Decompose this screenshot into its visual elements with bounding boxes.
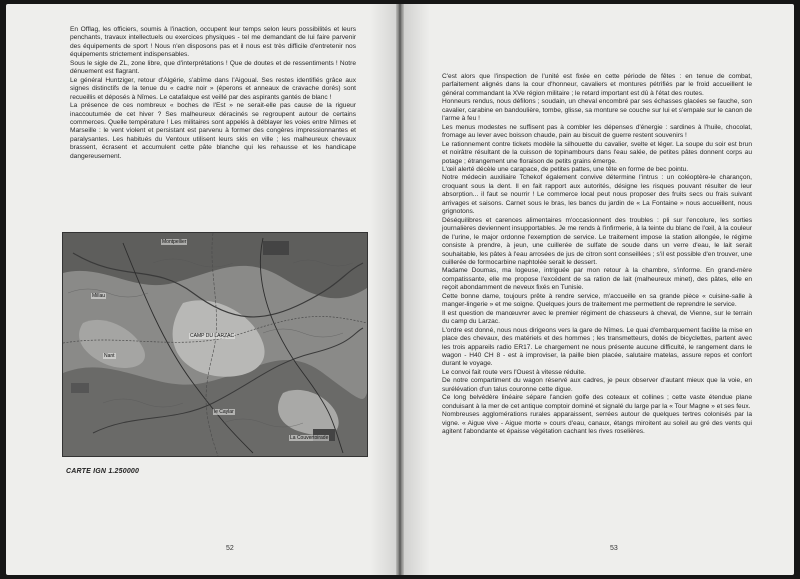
paragraph: De notre compartiment du wagon réservé aux cadres, je peux observer d'autant mieux que la voie, en surélévation d'un talus couronne cette digue.: [442, 377, 752, 393]
page-number: 52: [226, 545, 234, 552]
book-gutter: [396, 4, 404, 575]
paragraph: L'ordre est donné, nous nous dirigeons vers la gare de Nîmes. Le quai d'embarquement facilite la mise en place des chevaux, des matériels et des hommes ; les transmetteurs, dotés de bicyclettes, partent avec les trois appareils radio ER17. Le chargement ne nous présente aucune difficulté, le rangement dans le wagon - H40 CH 8 - est à improviser, la paille bien placée, salutaire matelas, assure repos et confort durant le voyage.: [442, 326, 752, 368]
left-page-binding-shadow: [370, 4, 396, 575]
paragraph: Notre médecin auxiliaire Tchekof également convive détermine l'intrus : un coléoptère-le charançon, croquant sous la dent. Il en fait rapport aux autorités, désigne les risques pouvant résulter de leur absorption... il faut se nourrir ! Le commerce local peut nous proposer des fruits secs ou frais suivant arrivages et saisons. Carnet sous le bras, les bancs du jardin de « La Fontaine » nous accueillent, nous grignotons.: [442, 174, 752, 216]
left-page: [6, 4, 396, 575]
paragraph: Ce long belvédère linéaire sépare l'ancien golfe des coteaux et collines ; cette vaste étendue plane conduisant à la mer de cet antique comptoir dominé et signalé du large par la « Tour Magne » et ses feux.: [442, 394, 752, 410]
paragraph: Le rationnement contre tickets modèle la silhouette du cavalier, svelte et léger. La soupe du soir est brun et noirâtre résultant de la cuisson de topinambours dans l'eau salée, de petites pâtes donnent corps au potage ; étrangement une floraison de petits grains émerge.: [442, 140, 752, 165]
paragraph: Il est question de manœuvrer avec le premier régiment de chasseurs à cheval, de Vienne, sur le terrain du camp du Larzac.: [442, 309, 752, 326]
paragraph: Madame Doumas, ma logeuse, intriguée par mon retour à la chambre, s'informe. En grand-mère compatissante, elle me propose l'excédent de sa ration de lait (malheureux minet), des pâtes, elle en reçoit abondamment de neveux fixés en Tunisie.: [442, 267, 752, 292]
left-page-text: [70, 26, 356, 161]
paragraph: Sous le sigle de ZL, zone libre, que d'interprétations ! Que de doutes et de ressentiments ! Notre dénuement est flagrant.: [70, 59, 356, 76]
paragraph: Déséquilibres et carences alimentaires m'occasionnent des troubles : pli sur l'encolure, les sorties journalières deviennent insupportables. Je me rends à l'infirmerie, à la teinte du blanc de l'œil, à la couleur de l'urine, le major ordonne l'exemption de service. Le traitement impose la station allongée, le régime consiste à prendre, à jeun, une cuillerée de sulfate de soude dans un verre d'eau, le lait serait souhaitable, les pâtes à l'eau arrosées de jus de citron sont conseillées ; s'il est possible d'en trouver, une cuillerée de formocarbine naphtolée serait le dessert.: [442, 216, 752, 266]
map-relief-graphic: [63, 233, 367, 456]
paragraph: Honneurs rendus, nous défilons ; soudain, un cheval encombré par ses échasses glacées se fauche, son cavalier, carabine en bandoulière, tombe, glisse, sa monture se couche sur lui et s'empale sur le canon de l'arme à feu !: [442, 98, 752, 123]
map-caption: CARTE IGN 1.250000: [66, 468, 140, 475]
topographic-map: [62, 232, 368, 457]
right-page-text: [442, 73, 752, 436]
map-label-la-couvertoirade: La Couvertoirade: [290, 435, 329, 441]
paragraph: La présence de ces nombreux « boches de l'Est » ne serait-elle pas cause de la rigueur inaccoutumée de cet hiver ? Ses malheureux déracinés se regroupent autour de certains commerces. Quelle température ! Les militaires sont appelés à déblayer les voies entre Nîmes et Marseille : le vent violent et persistant est parvenu à former des congères impressionnantes et paralysantes. Les habitués du Ventoux utilisent leurs skis en ville ; les malheureux chevaux brassent, écrasent et accumulent cette pâte blanche qui les rehausse et les handicape dangereusement.: [70, 102, 356, 160]
paragraph: Les menus modestes ne suffisent pas à combler les dépenses d'énergie : sardines à l'huile, chocolat, fromage au lever avec boisson chaude, pain au biscuit de guerre restent souvenirs !: [442, 123, 752, 140]
right-page-binding-shadow: [404, 4, 430, 575]
map-label-millau: Millau: [92, 293, 106, 299]
paragraph: Cette bonne dame, toujours prête à rendre service, m'accueille en sa grande pièce « cuisine-salle à manger-lingerie » et me soigne. Quelques jours de traitement me permettent de reprendre le service.: [442, 292, 752, 309]
paragraph: Nombreuses agglomérations rurales apparaissent, serrées autour de quelques tertres colonisés par la vigne. « Aigue vive - Aigue morte » cours d'eau, canaux, étangs miroitent au soleil au gré des vents qui agitent l'abondante et épaisse végétation cachant les rives roselières.: [442, 411, 752, 436]
right-page: [404, 4, 794, 575]
paragraph: Le convoi fait route vers l'Ouest à vitesse réduite.: [442, 368, 586, 376]
map-label-nant: Nant: [104, 353, 115, 359]
paragraph: En Offlag, les officiers, soumis à l'inaction, occupent leur temps selon leurs possibilités et leurs penchants, travaux intellectuels ou exercices physiques - tel me demandant de lui faire parvenir des équipements de sport ! Nous n'en disposons pas et il nous est très difficile d'entretenir nos équipements strictement indispensables.: [70, 26, 356, 59]
paragraph: C'est alors que l'inspection de l'unité est fixée en cette période de fêtes : en tenue de combat, parfaitement alignés dans la cour d'honneur, cavaliers et montures pétrifiés par le froid accueillent le général commandant la XVe région militaire ; le retard important est dû à l'état des routes.: [442, 73, 752, 97]
map-label-le-caylar: le Caylar: [214, 409, 234, 415]
paragraph: Le général Huntziger, retour d'Algérie, s'abîme dans l'Aigoual. Ses restes identifiés grâce aux signes distinctifs de la tenue du « cadre noir » (éperons et anneaux de cravache dorés) sont recueillis et déposés à Nîmes. Le catafalque est veillé par des aspirants gantés de blanc !: [70, 76, 356, 101]
page-number: 53: [610, 545, 618, 552]
paragraph: L'œil alerté décèle une carapace, de petites pattes, une tête en forme de bec pointu.: [442, 165, 689, 173]
map-label-camp-du-larzac: CAMP DU LARZAC: [190, 333, 235, 339]
map-label-montpellier: Montpellier: [162, 239, 187, 245]
